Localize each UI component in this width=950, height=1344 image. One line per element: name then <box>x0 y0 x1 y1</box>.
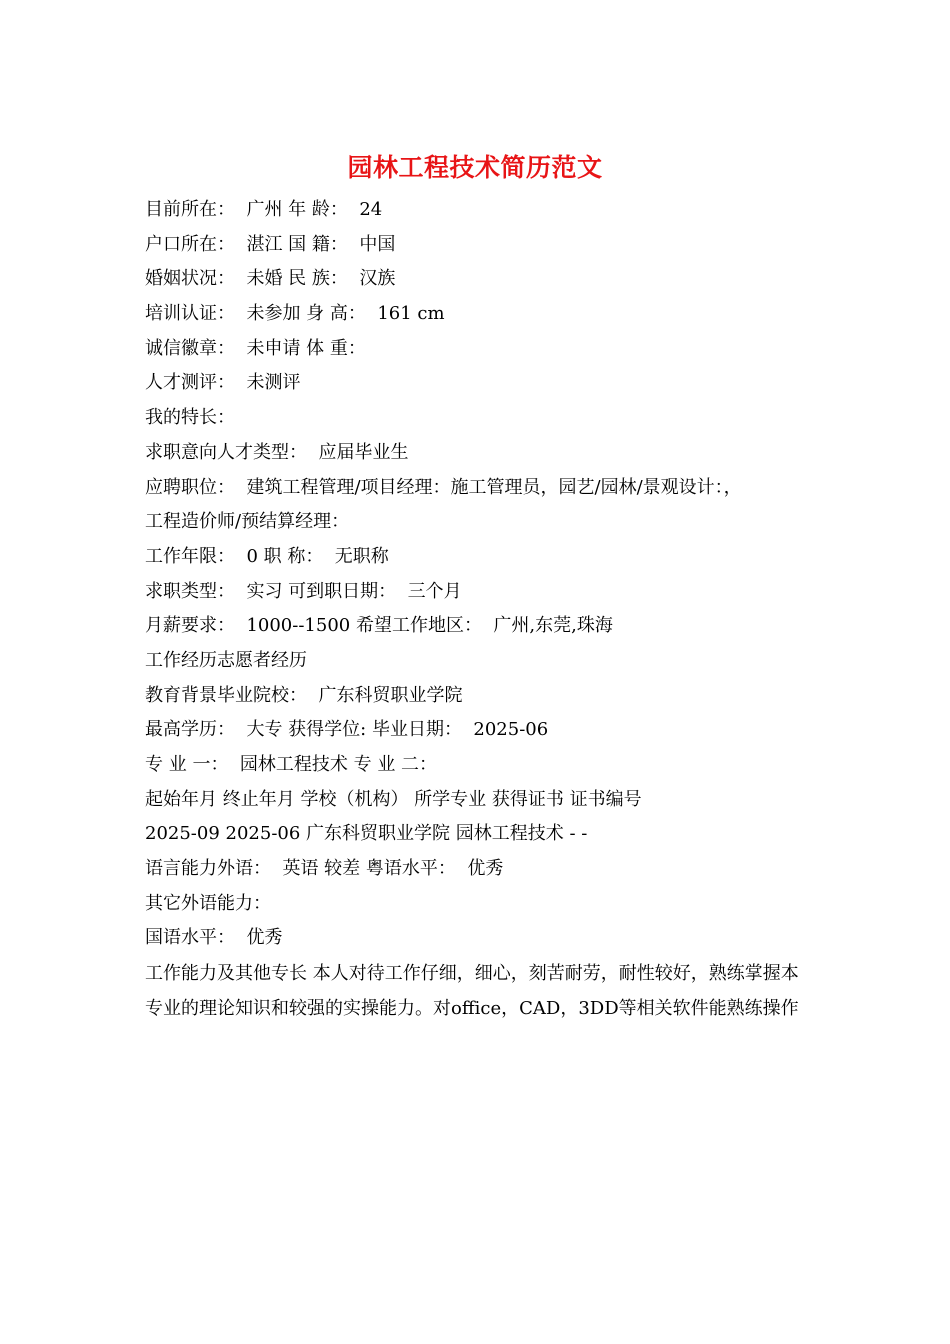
education-table-header: 起始年月 终止年月 学校（机构） 所学专业 获得证书 证书编号 <box>145 788 642 810</box>
talent-assessment-line: 人才测评： 未测评 <box>145 372 301 394</box>
highest-degree-line: 最高学历： 大专 获得学位: 毕业日期： 2025-06 <box>145 719 549 741</box>
work-experience-line: 工作经历志愿者经历 <box>145 649 307 671</box>
applied-position-line: 应聘职位： 建筑工程管理/项目经理：施工管理员，园艺/园林/景观设计：， <box>145 476 742 498</box>
education-table-row: 2025-09 2025-06 广东科贸职业学院 园林工程技术 - - <box>145 823 588 845</box>
specialty-line: 我的特长： <box>145 407 235 429</box>
salary-line: 月薪要求： 1000--1500 希望工作地区： 广州,东莞,珠海 <box>145 615 613 637</box>
training-cert-line: 培训认证： 未参加 身 高： 161 cm <box>145 303 445 325</box>
work-years-line: 工作年限： 0 职 称： 无职称 <box>145 545 389 567</box>
marital-status-line: 婚姻状况： 未婚 民 族： 汉族 <box>145 268 396 290</box>
resume-body <box>145 193 815 1026</box>
ability-paragraph: 工作能力及其他专长 本人对待工作仔细，细心，刻苦耐劳，耐性较好，熟练掌握本专业的理论知识和较强的实操能力。对office，CAD，3DD等相关软件能熟练操作 <box>145 963 799 1020</box>
job-intent-line: 求职意向人才类型： 应届毕业生 <box>145 441 409 463</box>
current-location-line: 目前所在： 广州 年 龄： 24 <box>145 199 383 220</box>
education-school-line: 教育背景毕业院校： 广东科贸职业学院 <box>145 684 463 706</box>
job-type-line: 求职类型： 实习 可到职日期： 三个月 <box>145 580 462 602</box>
applied-position-line-2: 工程造价师/预结算经理： <box>145 511 350 533</box>
major-line: 专 业 一： 园林工程技术 专 业 二： <box>145 754 438 775</box>
document-title: 园林工程技术简历范文 <box>347 153 603 182</box>
other-language-line: 其它外语能力： <box>145 892 271 914</box>
integrity-badge-line: 诚信徽章： 未申请 体 重： <box>145 337 366 359</box>
language-ability-line: 语言能力外语： 英语 较差 粤语水平： 优秀 <box>145 858 504 880</box>
mandarin-level-line: 国语水平： 优秀 <box>145 927 283 949</box>
hukou-line: 户口所在： 湛江 国 籍： 中国 <box>145 233 396 255</box>
